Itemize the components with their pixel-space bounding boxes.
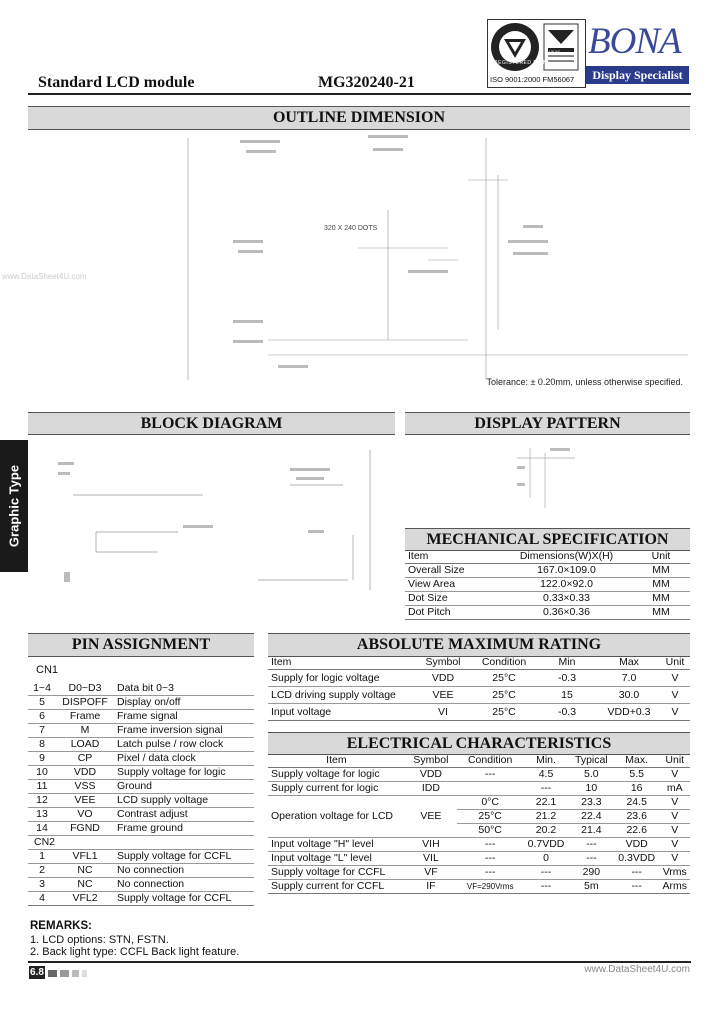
table-row	[268, 866, 690, 880]
pin-symbol: VO	[77, 808, 93, 820]
abs-max: 7.0	[621, 671, 637, 684]
elec-header-row	[268, 754, 690, 768]
pin-symbol: LOAD	[70, 738, 100, 750]
seal-text: REGISTERED FIRM	[494, 60, 548, 66]
elec-item: Supply voltage for CCFL	[271, 866, 386, 878]
elec-item: Supply current for logic	[271, 782, 379, 794]
abs-header-min: Min	[558, 656, 576, 668]
pin-no: 10	[36, 766, 48, 778]
model-number: MG320240-21	[318, 74, 415, 91]
mech-item: Overall Size	[408, 564, 465, 576]
abs-min: -0.3	[557, 671, 577, 684]
table-row	[28, 808, 254, 822]
mech-item: Dot Pitch	[408, 606, 451, 618]
elec-unit: Arms	[662, 880, 687, 892]
elec-condition: ---	[484, 838, 496, 850]
table-row	[28, 710, 254, 724]
pin-symbol: VFL1	[72, 850, 98, 862]
abs-max-table	[268, 656, 690, 721]
elec-item: Operation voltage for LCD	[268, 796, 405, 838]
elec-max: VDD	[625, 838, 648, 850]
table-row	[268, 687, 690, 704]
elec-typ: 22.4	[581, 810, 602, 822]
elec-min: 0	[543, 852, 549, 864]
elec-max: 0.3VDD	[618, 852, 656, 864]
pin-symbol: VEE	[74, 794, 96, 806]
pin-function: Latch pulse / row clock	[117, 738, 224, 750]
elec-item: Supply voltage for logic	[271, 768, 380, 780]
elec-max: 23.6	[626, 810, 647, 822]
elec-condition: ---	[484, 852, 496, 864]
abs-max: VDD+0.3	[607, 705, 651, 718]
elec-unit: V	[671, 796, 679, 808]
elec-symbol: VF	[424, 866, 438, 878]
pin-no: 6	[39, 710, 45, 722]
elec-max: ---	[631, 866, 642, 878]
elec-condition	[457, 782, 523, 796]
page-number: 6.8	[30, 967, 44, 978]
elec-item: Input voltage "L" level	[271, 852, 372, 864]
elec-typ: ---	[586, 838, 597, 850]
display-pattern-title: DISPLAY PATTERN	[405, 412, 690, 435]
table-row	[268, 704, 690, 721]
elec-unit: mA	[666, 782, 683, 794]
mech-unit: MM	[652, 592, 670, 604]
elec-condition: 25°C	[478, 810, 502, 822]
table-row	[268, 880, 690, 894]
pin-function: Supply voltage for logic	[117, 766, 226, 778]
watermark-left: www.DataSheet4U.com	[2, 272, 87, 281]
pin-function: No connection	[117, 878, 185, 890]
elec-max: 16	[630, 782, 643, 794]
pin-no: 5	[39, 696, 45, 708]
pin-function: Ground	[117, 780, 153, 792]
pin-symbol: DISPOFF	[62, 696, 108, 708]
footer-block	[82, 970, 87, 977]
pin-no: 4	[39, 892, 45, 904]
remarks-title: REMARKS:	[30, 920, 92, 932]
table-row	[405, 592, 690, 606]
pin-symbol: VDD	[73, 766, 97, 778]
mech-item: Dot Size	[408, 592, 448, 604]
elec-condition: 0°C	[481, 796, 499, 808]
pin-symbol: VFL2	[72, 892, 98, 904]
elec-unit: V	[671, 852, 679, 864]
display-pattern-drawing	[405, 438, 690, 518]
mechanical-table	[405, 550, 690, 620]
pin-function: Contrast adjust	[117, 808, 188, 820]
pin-symbol: FGND	[70, 822, 100, 834]
table-row	[28, 696, 254, 710]
table-row	[28, 766, 254, 780]
elec-header-typ: Typical	[574, 754, 608, 766]
pin-function: Frame signal	[117, 710, 178, 722]
abs-header-unit: Unit	[665, 656, 685, 668]
abs-header-symbol: Symbol	[425, 656, 461, 668]
pin-no: 13	[36, 808, 48, 820]
mech-unit: MM	[652, 606, 670, 618]
table-row	[268, 670, 690, 687]
brand-logo: BONA	[588, 21, 681, 62]
elec-condition: ---	[484, 768, 496, 780]
elec-symbol: IF	[426, 880, 436, 892]
mech-header-dim: Dimensions(W)X(H)	[519, 550, 614, 562]
mech-unit: MM	[652, 564, 670, 576]
table-row	[405, 564, 690, 578]
abs-item: Supply for logic voltage	[271, 671, 380, 684]
elec-typ: 5.0	[584, 768, 599, 780]
table-row	[28, 850, 254, 864]
elec-min: ---	[540, 782, 552, 794]
elec-condition: VF=290Vrms	[466, 882, 514, 891]
table-row	[268, 768, 690, 782]
elec-header-symbol: Symbol	[413, 754, 449, 766]
elec-header-unit: Unit	[665, 754, 685, 766]
footer-watermark: www.DataSheet4U.com	[584, 964, 690, 975]
remark-item: 1. LCD options: STN, FSTN.	[30, 934, 169, 946]
elec-typ: 23.3	[581, 796, 602, 808]
footer-rule	[28, 961, 691, 963]
elec-unit: V	[671, 810, 679, 822]
elec-symbol: VEE	[405, 796, 457, 838]
pin-symbol: NC	[77, 878, 93, 890]
remark-item: 2. Back light type: CCFL Back light feature.	[30, 946, 240, 958]
table-row	[28, 738, 254, 752]
table-row	[405, 606, 690, 620]
pin-no: 3	[39, 878, 45, 890]
product-type: Standard LCD module	[38, 74, 195, 91]
abs-condition: 25°C	[492, 688, 516, 701]
elec-symbol: IDD	[421, 782, 440, 794]
footer-block	[72, 970, 79, 977]
cn1-label: CN1	[36, 664, 59, 676]
table-row	[405, 578, 690, 592]
certification-seal-icon	[488, 20, 585, 75]
pin-symbol: CP	[77, 752, 93, 764]
abs-condition: 25°C	[492, 671, 516, 684]
table-row	[28, 878, 254, 892]
elec-symbol: VIH	[422, 838, 440, 850]
elec-header-min: Min.	[536, 754, 556, 766]
block-diagram-drawing	[28, 440, 395, 615]
ukas-text: UKAS	[549, 49, 560, 54]
mech-dim: 0.33×0.33	[542, 592, 590, 604]
pin-function: Pixel / data clock	[117, 752, 196, 764]
footer-block	[60, 970, 69, 977]
table-row	[268, 796, 690, 810]
cn2-label-row	[28, 836, 254, 850]
pin-no: 14	[36, 822, 48, 834]
elec-title: ELECTRICAL CHARACTERISTICS	[268, 732, 690, 755]
table-row	[268, 838, 690, 852]
elec-typ: 290	[582, 866, 601, 878]
pin-function: LCD supply voltage	[117, 794, 209, 806]
elec-min: 20.2	[535, 824, 557, 836]
elec-min: 22.1	[535, 796, 557, 808]
mech-dim: 167.0×109.0	[537, 564, 596, 576]
elec-symbol: VIL	[423, 852, 439, 864]
tolerance-note: Tolerance: ± 0.20mm, unless otherwise specified.	[486, 377, 683, 387]
table-row	[268, 782, 690, 796]
pin-no: 1	[39, 850, 45, 862]
outline-title: OUTLINE DIMENSION	[28, 106, 690, 130]
elec-header-max: Max.	[625, 754, 649, 766]
table-row	[28, 822, 254, 836]
elec-min: 4.5	[538, 768, 554, 780]
abs-condition: 25°C	[492, 705, 516, 718]
pin-symbol: M	[80, 724, 90, 736]
pin-no: 11	[36, 780, 48, 792]
elec-max: 24.5	[626, 796, 647, 808]
pin-table-cn1	[28, 682, 254, 906]
header-rule	[28, 93, 691, 95]
pin-function: No connection	[117, 864, 185, 876]
table-row	[28, 864, 254, 878]
abs-min: 15	[561, 688, 573, 701]
mech-dim: 0.36×0.36	[542, 606, 590, 618]
pin-symbol: NC	[77, 864, 93, 876]
cn2-label: CN2	[34, 836, 56, 848]
elec-unit: V	[671, 824, 679, 836]
elec-condition: 50°C	[478, 824, 502, 836]
elec-item: Supply current for CCFL	[271, 880, 385, 892]
mech-item: View Area	[408, 578, 456, 590]
cert-text: ISO 9001:2000 FM56067	[490, 75, 575, 84]
pin-no: 8	[39, 738, 45, 750]
footer-block	[48, 970, 57, 977]
pin-function: Frame inversion signal	[117, 724, 223, 736]
pin-symbol: D0~D3	[68, 682, 102, 694]
abs-max-title: ABSOLUTE MAXIMUM RATING	[268, 633, 690, 657]
elec-typ: 5m	[584, 880, 599, 892]
table-row	[28, 794, 254, 808]
abs-min: -0.3	[557, 705, 577, 718]
elec-condition: ---	[484, 866, 496, 878]
mech-header-item: Item	[408, 550, 429, 562]
table-row	[268, 852, 690, 866]
abs-item: Input voltage	[271, 705, 332, 718]
brand-tagline: Display Specialist	[586, 66, 689, 84]
pin-title: PIN ASSIGNMENT	[28, 633, 254, 657]
abs-max: 30.0	[618, 688, 640, 701]
pin-symbol: VSS	[74, 780, 96, 792]
elec-typ: 21.4	[581, 824, 602, 836]
mech-header-unit: Unit	[651, 550, 671, 562]
elec-symbol: VDD	[419, 768, 443, 780]
pin-no: 9	[39, 752, 45, 764]
elec-typ: 10	[585, 782, 598, 794]
abs-header-condition: Condition	[481, 656, 527, 668]
pin-no: 7	[39, 724, 45, 736]
block-diagram-title: BLOCK DIAGRAM	[28, 412, 395, 435]
mechanical-header-row	[405, 550, 690, 564]
abs-header-item: Item	[271, 656, 292, 668]
table-row	[28, 682, 254, 696]
certification-logos	[487, 19, 586, 88]
elec-min: 0.7VDD	[527, 838, 565, 850]
elec-unit: Vrms	[662, 866, 687, 878]
side-tab-label: Graphic Type	[6, 464, 22, 548]
pin-function: Display on/off	[117, 696, 181, 708]
pin-function: Supply voltage for CCFL	[117, 850, 232, 862]
table-row	[28, 724, 254, 738]
pin-function: Frame ground	[117, 822, 183, 834]
mech-dim: 122.0×92.0	[540, 578, 593, 590]
pin-no: 1~4	[33, 682, 51, 694]
elec-min: ---	[540, 880, 552, 892]
abs-unit: V	[671, 688, 679, 701]
dots-label: 320 X 240 DOTS	[324, 225, 378, 232]
pin-function: Data bit 0~3	[117, 682, 174, 694]
abs-unit: V	[671, 705, 679, 718]
elec-header-condition: Condition	[467, 754, 513, 766]
abs-item: LCD driving supply voltage	[271, 688, 396, 701]
abs-symbol: VDD	[431, 671, 455, 684]
table-row	[28, 780, 254, 794]
mech-unit: MM	[652, 578, 670, 590]
pin-symbol: Frame	[69, 710, 101, 722]
elec-max: 5.5	[629, 768, 644, 780]
outline-drawing	[28, 130, 690, 395]
pin-function: Supply voltage for CCFL	[117, 892, 232, 904]
pin-no: 2	[39, 864, 45, 876]
abs-symbol: VI	[438, 705, 448, 718]
abs-header-row	[268, 656, 690, 670]
abs-unit: V	[671, 671, 679, 684]
abs-header-max: Max	[619, 656, 639, 668]
elec-min: 21.2	[535, 810, 557, 822]
elec-max: ---	[631, 880, 642, 892]
table-row	[28, 752, 254, 766]
mechanical-title: MECHANICAL SPECIFICATION	[405, 528, 690, 551]
table-row	[28, 892, 254, 906]
elec-max: 22.6	[626, 824, 647, 836]
elec-unit: V	[671, 768, 679, 780]
pin-no: 12	[36, 794, 48, 806]
elec-typ: ---	[586, 852, 597, 864]
side-tab	[0, 440, 28, 572]
elec-unit: V	[671, 838, 679, 850]
elec-item: Input voltage "H" level	[271, 838, 374, 850]
abs-symbol: VEE	[432, 688, 454, 701]
elec-table	[268, 754, 690, 894]
elec-min: ---	[540, 866, 552, 878]
elec-header-item: Item	[326, 754, 347, 766]
